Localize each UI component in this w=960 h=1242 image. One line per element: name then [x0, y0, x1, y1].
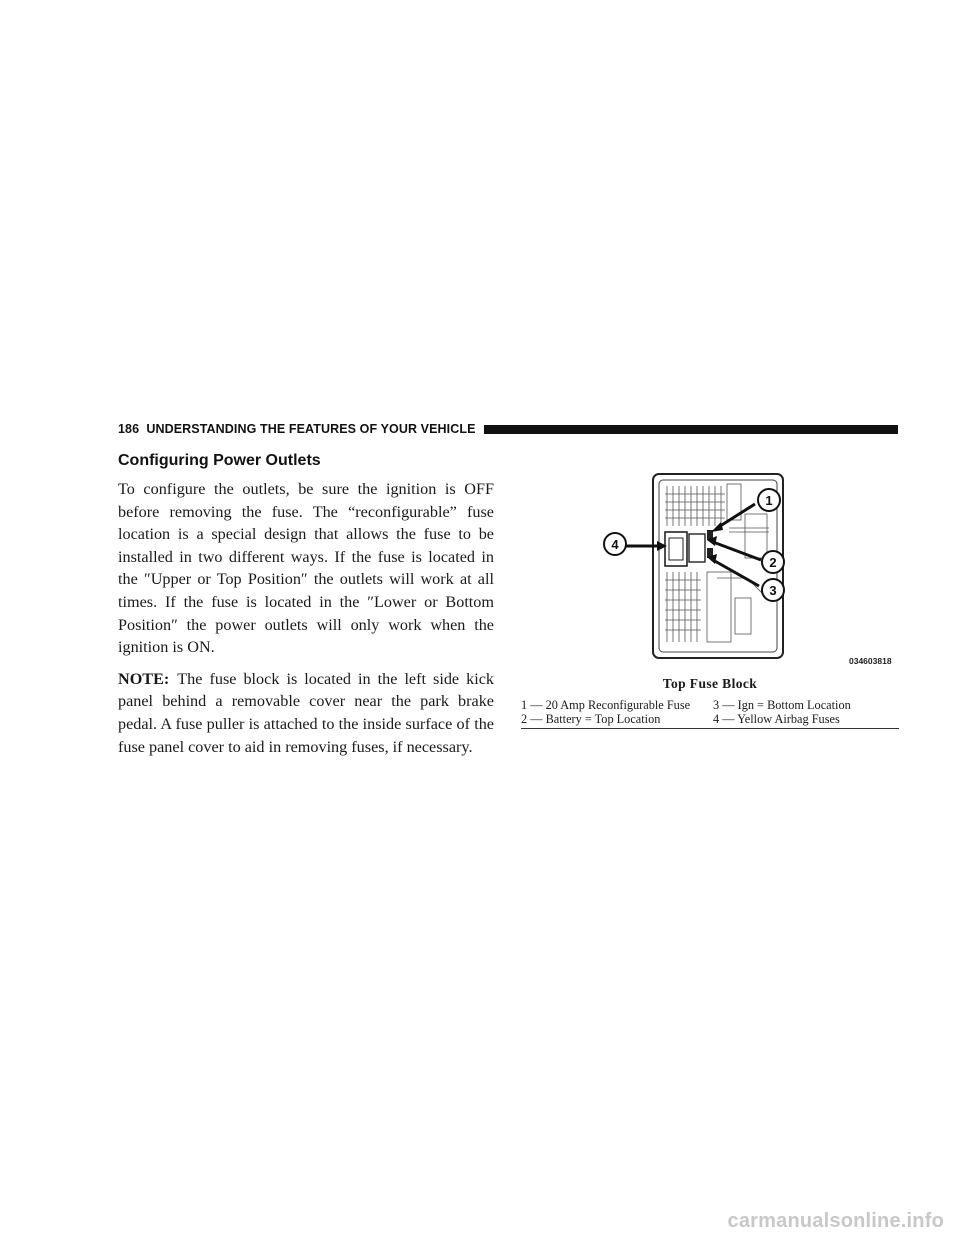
- callout-1-label: 1: [765, 493, 773, 508]
- figure-legend: [521, 699, 899, 729]
- page-number: 186: [118, 422, 140, 436]
- callout-3-label: 3: [769, 583, 777, 598]
- fuse-block-illustration: [521, 468, 899, 668]
- body-text: [118, 478, 494, 767]
- paragraph-note: [118, 668, 494, 758]
- callout-2-label: 2: [769, 555, 777, 570]
- header-rule: [484, 425, 898, 434]
- legend-item-1: 1 — 20 Amp Reconfigurable Fuse: [521, 698, 691, 712]
- fuse-block-figure: [521, 468, 899, 668]
- legend-item-4: 4 — Yellow Airbag Fuses: [713, 711, 840, 726]
- section-title: Configuring Power Outlets: [118, 452, 321, 469]
- note-text: The fuse block is located in the left side kick panel behind a removable cover near the park brake pedal. A fuse puller is attached to the inside surface of the fuse panel cover to aid in removing fuses, if necessary.: [118, 669, 494, 756]
- running-header: [118, 419, 898, 439]
- callout-4-label: 4: [611, 537, 619, 552]
- watermark: carmanualsonline.info: [727, 1210, 944, 1232]
- legend-item-2: 2 — Battery = Top Location: [521, 711, 661, 726]
- page-number-and-title: [118, 422, 476, 436]
- running-title: UNDERSTANDING THE FEATURES OF YOUR VEHICLE: [146, 422, 476, 436]
- figure-id: 034603818: [849, 656, 892, 666]
- legend-item-3: 3 — Ign = Bottom Location: [713, 698, 851, 712]
- note-label: NOTE:: [118, 669, 170, 688]
- paragraph-configure: To configure the outlets, be sure the ignition is OFF before removing the fuse. The “reconfigurable” fuse location is a special design that allows the fuse to be installed in two different ways. If the fuse is located in the ″Upper or Top Position″ the outlets will work at all times. If the fuse is located in the ″Lower or Bottom Position″ the power outlets will only work when the ignition is ON.: [118, 480, 494, 657]
- figure-caption: Top Fuse Block: [662, 676, 758, 691]
